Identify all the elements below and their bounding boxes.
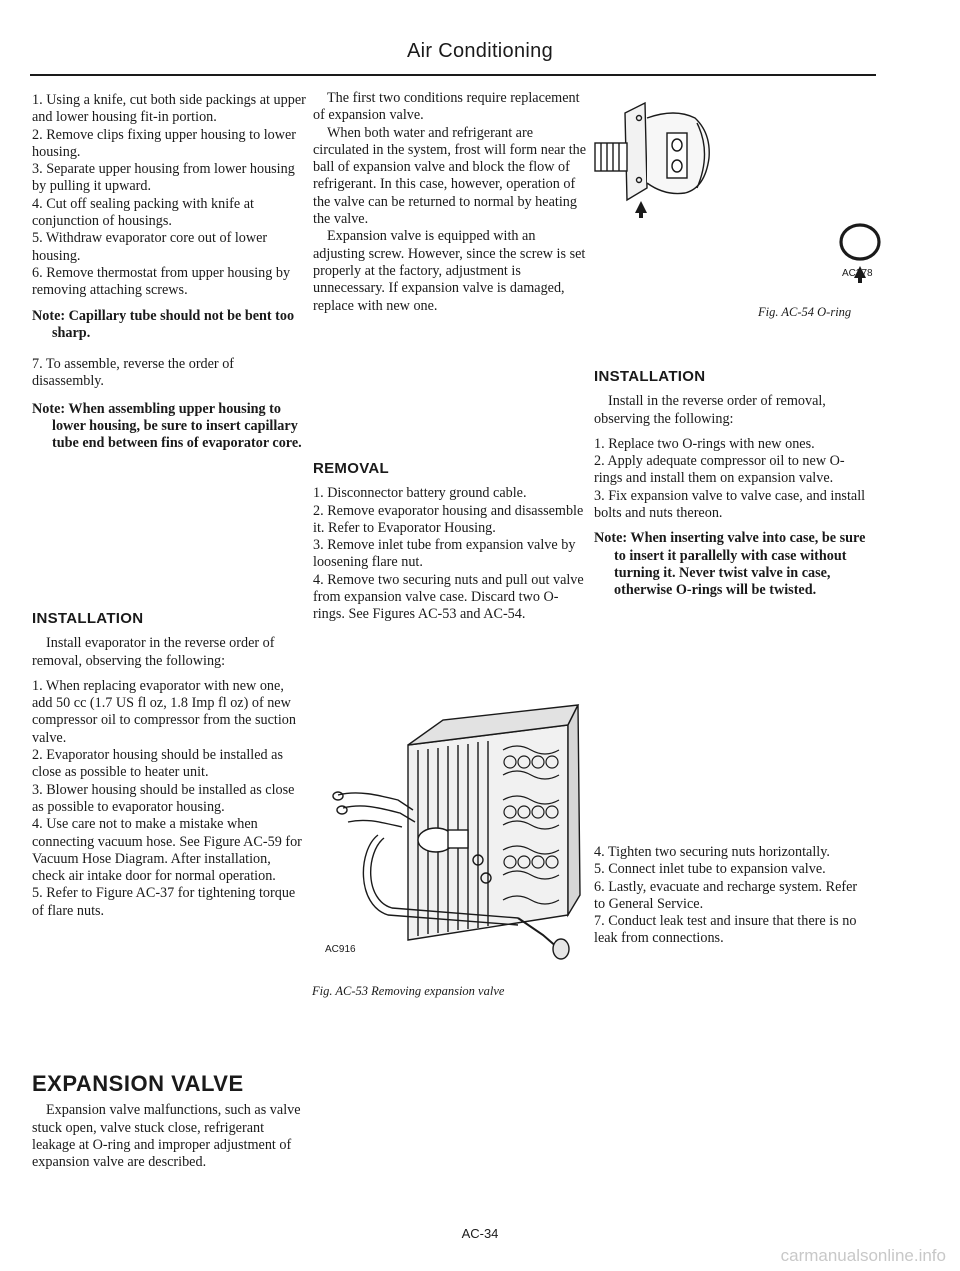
- note: Note: When inserting valve into case, be sure to insert it parallelly with case without turning it. Never twist valve in case, otherwise O-rings will be twisted.: [594, 530, 866, 599]
- step-item: 1. Disconnector battery ground cable.: [313, 485, 527, 502]
- step-item: 1. Replace two O-rings with new ones.: [594, 435, 815, 452]
- removal-section: [313, 460, 589, 624]
- o-ring-illustration: [830, 222, 890, 302]
- figure-code: AC916: [325, 944, 356, 955]
- section-heading: EXPANSION VALVE: [32, 1071, 244, 1096]
- step-item: 3. Separate upper housing from lower housing by pulling it upward.: [32, 161, 295, 195]
- right-steps-continued: [594, 844, 870, 948]
- step-item: 2. Remove clips fixing upper housing to lower housing.: [32, 126, 297, 160]
- step-item: 2. Remove evaporator housing and disassemble it. Refer to Evaporator Housing.: [313, 502, 584, 536]
- left-column: [32, 92, 306, 461]
- step-item: 3. Remove inlet tube from expansion valve by loosening flare nut.: [313, 537, 576, 571]
- step-item: 3. Blower housing should be installed as close as possible to evaporator housing.: [32, 781, 295, 815]
- note: Note: Capillary tube should not be bent too sharp.: [32, 307, 295, 341]
- step-item: 3. Fix expansion valve to valve case, and install bolts and nuts thereon.: [594, 487, 866, 522]
- step-item: 2. Evaporator housing should be installed as close as possible to heater unit.: [32, 747, 283, 781]
- step-item: 5. Connect inlet tube to expansion valve.: [594, 861, 826, 878]
- step-item: 4. Tighten two securing nuts horizontally.: [594, 844, 830, 860]
- note: Note: When assembling upper housing to lower housing, be sure to insert capillary tube end between fins of evaporator core.: [32, 400, 302, 452]
- paragraph: When both water and refrigerant are circulated in the system, frost will form near the ball of expansion valve and block the flow of refrigerant. In this case, however, operation of the valve can be returned to normal by heating the valve.: [313, 124, 587, 228]
- section-heading: INSTALLATION: [32, 610, 144, 627]
- step-item: 7. To assemble, reverse the order of disassembly.: [32, 356, 235, 390]
- step-item: 5. Withdraw evaporator core out of lower housing.: [32, 230, 268, 264]
- step-item: 4. Remove two securing nuts and pull out valve from expansion valve case. Discard two O-rings. See Figures AC-53 and AC-54.: [313, 571, 584, 623]
- step-item: 4. Use care not to make a mistake when connecting vacuum hose. See Figure AC-59 for Vacuum Hose Diagram. After installation, check air intake door for normal operation.: [32, 816, 302, 885]
- step-item: 5. Refer to Figure AC-37 for tightening torque of flare nuts.: [32, 885, 296, 919]
- right-installation-section: [594, 368, 870, 608]
- step-item: 2. Apply adequate compressor oil to new O-rings and install them on expansion valve.: [594, 453, 845, 487]
- step-item: 4. Cut off sealing packing with knife at conjunction of housings.: [32, 195, 254, 230]
- evaporator-illustration: [318, 700, 588, 970]
- step-item: 6. Lastly, evacuate and recharge system. Refer to General Service.: [594, 878, 858, 912]
- middle-column: [313, 90, 589, 315]
- section-intro: Expansion valve malfunctions, such as valve stuck open, valve stuck close, refrigerant leakage at O-ring and improper adjustment of expansion valve are described.: [32, 1102, 301, 1171]
- paragraph: Expansion valve is equipped with an adjusting screw. However, since the screw is set properly at the factory, adjustment is unnecessary. If expansion valve is damaged, replace with new one.: [313, 228, 586, 314]
- section-intro: Install in the reverse order of removal, observing the following:: [594, 393, 826, 427]
- paragraph: The first two conditions require replacement of expansion valve.: [313, 90, 580, 124]
- left-installation-section: [32, 610, 306, 920]
- figure-caption: Fig. AC-54 O-ring: [758, 305, 852, 319]
- step-item: 7. Conduct leak test and insure that there is no leak from connections.: [594, 913, 857, 947]
- section-heading: REMOVAL: [313, 460, 389, 477]
- step-item: 1. Using a knife, cut both side packings at upper and lower housing fit-in portion.: [32, 92, 306, 126]
- section-heading: INSTALLATION: [594, 368, 706, 385]
- figure-caption: Fig. AC-53 Removing expansion valve: [312, 984, 505, 998]
- section-intro: Install evaporator in the reverse order of removal, observing the following:: [32, 635, 275, 669]
- figure-code: AC278: [842, 268, 873, 279]
- header-rule: [30, 74, 876, 76]
- watermark: carmanualsonline.info: [780, 1246, 946, 1265]
- page-title: Air Conditioning: [407, 40, 553, 62]
- page-number: AC-34: [461, 1226, 499, 1241]
- step-item: 6. Remove thermostat from upper housing by removing attaching screws.: [32, 264, 291, 299]
- expansion-valve-section: [32, 1071, 306, 1171]
- step-item: 1. When replacing evaporator with new one, add 50 cc (1.7 US fl oz, 1.8 Imp fl oz) of new compressor oil to compressor from the suction valve.: [32, 677, 296, 746]
- expansion-valve-illustration: [585, 88, 735, 228]
